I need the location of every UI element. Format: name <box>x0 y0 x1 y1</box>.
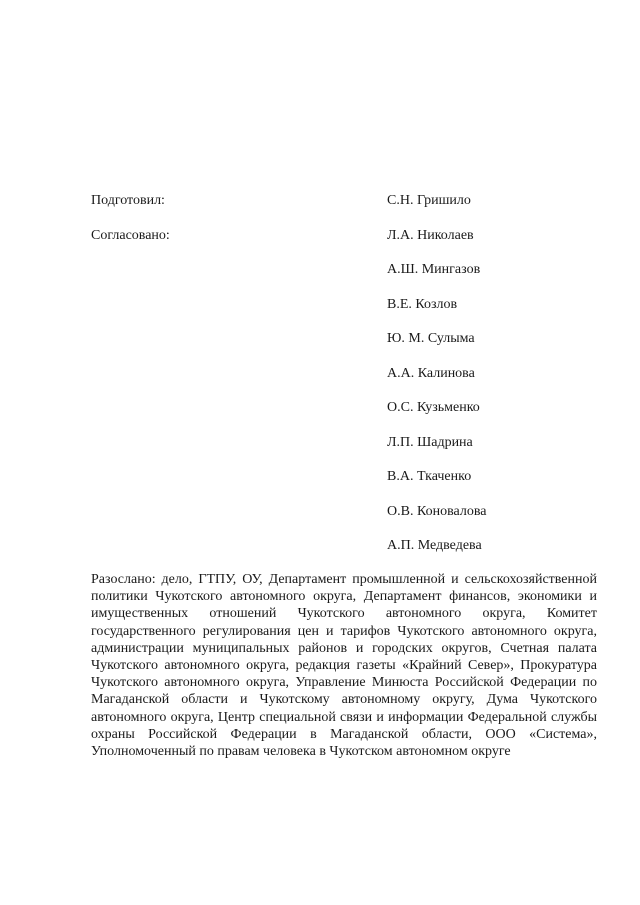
approver-name: Л.А. Николаев <box>387 228 474 243</box>
approver-row <box>91 433 597 453</box>
approved-label: Согласовано: <box>91 228 170 243</box>
approver-row <box>91 536 597 556</box>
approver-name: О.С. Кузьменко <box>387 400 480 415</box>
prepared-label: Подготовил: <box>91 193 165 208</box>
approver-row <box>91 295 597 315</box>
prepared-name: С.Н. Гришило <box>387 193 471 208</box>
approver-name: Ю. М. Сулыма <box>387 331 475 346</box>
approved-row <box>91 226 597 246</box>
approver-row <box>91 364 597 384</box>
approver-row <box>91 467 597 487</box>
distribution-text: Разослано: дело, ГТПУ, ОУ, Департамент промышленной и сельскохозяйственной политики Чукотского автономного округа, Департамент финансов, экономики и имущественных отношений Чукотского автономного округа, Комитет государственного регулирования цен и тарифов Чукотского автономного округа, администрации муниципальных районов и городских округов, Счетная палата Чукотского автономного округа, редакция газеты «Крайний Север», Прокуратура Чукотского автономного округа, Управление Минюста Российской Федерации по Магаданской области и Чукотскому автономному округу, Дума Чукотского автономного округа, Центр специальной связи и информации Федеральной службы охраны Российской Федерации в Магаданской области, ООО «Система», Уполномоченный по правам человека в Чукотском автономном округе <box>91 572 597 760</box>
approver-row <box>91 260 597 280</box>
approver-name: А.П. Медведева <box>387 538 482 553</box>
approver-row <box>91 502 597 522</box>
approver-row <box>91 329 597 349</box>
prepared-row <box>91 191 597 211</box>
approver-name: В.Е. Козлов <box>387 297 458 312</box>
approver-name: О.В. Коновалова <box>387 504 487 519</box>
approver-row <box>91 398 597 418</box>
approver-name: А.Ш. Мингазов <box>387 262 481 277</box>
approver-name: Л.П. Шадрина <box>387 435 473 450</box>
approver-name: А.А. Калинова <box>387 366 475 381</box>
approver-name: В.А. Ткаченко <box>387 469 472 484</box>
distribution-list <box>91 571 597 760</box>
